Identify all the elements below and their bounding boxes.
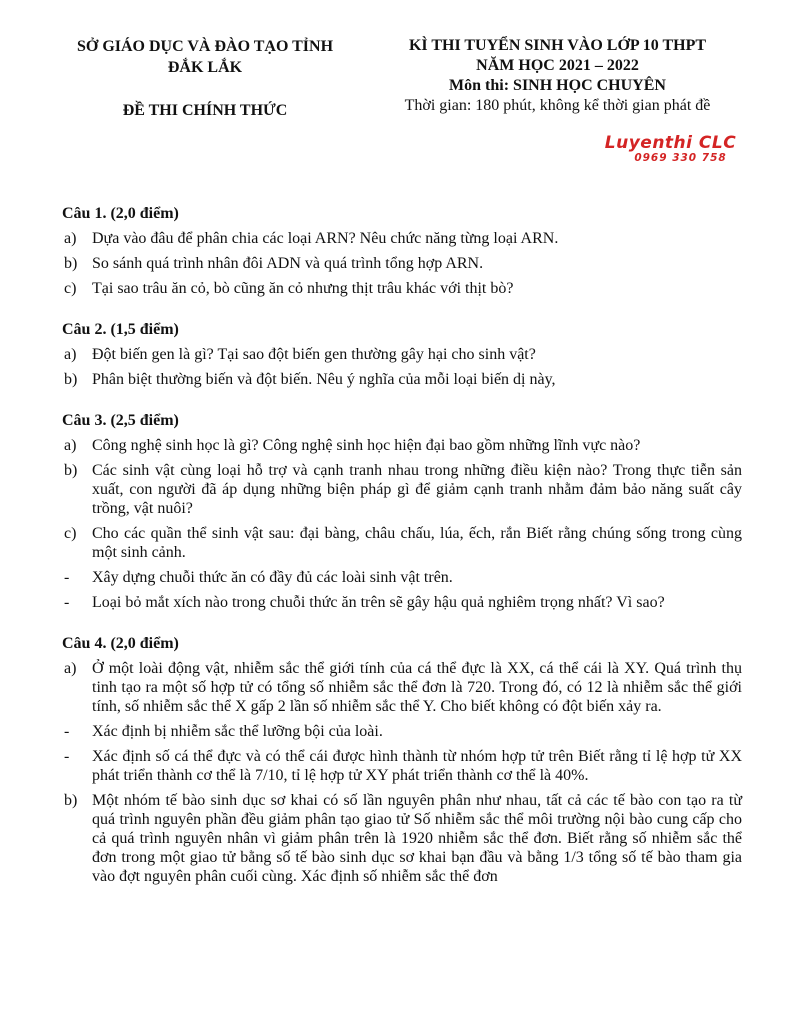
item-text: Ở một loài động vật, nhiễm sắc thể giới tính của cá thể đực là XX, cá thể cái là XY. Quá trình thụ tinh tạo ra một số hợp tử có tổng số nhiễm sắc thể đơn là 720. Trong đó, có 12 là nhiễm sắc thể giới tính, số nhiễm sắc thể X gấp 2 lần số nhiễm sắc thể Y. Cho biết không có đột biến xảy ra. bbox=[92, 660, 742, 715]
item-text: Các sinh vật cùng loại hỗ trợ và cạnh tranh nhau trong những điều kiện nào? Trong thực tiễn sản xuất, con người đã áp dụng những biện pháp gì để giảm cạnh tranh nhằm đảm bảo năng suất cây trồng, vật nuôi? bbox=[92, 462, 742, 517]
question-item bbox=[62, 722, 742, 741]
item-marker: b) bbox=[64, 462, 78, 479]
item-marker: - bbox=[64, 723, 70, 740]
item-marker: c) bbox=[64, 280, 77, 297]
brand-watermark bbox=[598, 134, 743, 164]
question-item bbox=[62, 254, 742, 273]
item-text: Xây dựng chuỗi thức ăn có đầy đủ các loài sinh vật trên. bbox=[92, 569, 453, 586]
time-allowed: Thời gian: 180 phút, không kể thời gian phát đề bbox=[404, 97, 711, 114]
item-text: Công nghệ sinh học là gì? Công nghệ sinh học hiện đại bao gồm những lĩnh vực nào? bbox=[92, 437, 641, 454]
item-text: So sánh quá trình nhân đôi ADN và quá trình tổng hợp ARN. bbox=[92, 255, 484, 272]
question-item bbox=[62, 659, 742, 716]
question-item bbox=[62, 461, 742, 518]
item-text: Cho các quần thể sinh vật sau: đại bàng, châu chấu, lúa, ếch, rắn Biết rằng chúng sống trong cùng một sinh cảnh. bbox=[92, 525, 742, 561]
question-item bbox=[62, 524, 742, 562]
exam-title: KÌ THI TUYỂN SINH VÀO LỚP 10 THPT bbox=[408, 37, 707, 54]
subject: Môn thi: SINH HỌC CHUYÊN bbox=[449, 77, 666, 94]
question-3 bbox=[62, 411, 742, 612]
question-4 bbox=[62, 634, 742, 886]
item-text: Tại sao trâu ăn cỏ, bò cũng ăn cỏ nhưng thịt trâu khác với thịt bò? bbox=[92, 280, 514, 297]
brand-phone: 0969 330 758 bbox=[634, 152, 727, 164]
school-year: NĂM HỌC 2021 – 2022 bbox=[476, 57, 639, 74]
question-item bbox=[62, 568, 742, 587]
question-item bbox=[62, 436, 742, 455]
item-marker: a) bbox=[64, 230, 77, 247]
header-left bbox=[55, 36, 355, 121]
item-marker: - bbox=[64, 594, 70, 611]
question-2 bbox=[62, 320, 742, 389]
item-text: Loại bỏ mắt xích nào trong chuỗi thức ăn trên sẽ gây hậu quả nghiêm trọng nhất? Vì sao? bbox=[92, 594, 665, 611]
official-exam-label: ĐỀ THI CHÍNH THỨC bbox=[122, 102, 288, 119]
question-item bbox=[62, 279, 742, 298]
department-line-2: ĐẮK LẮK bbox=[167, 59, 243, 76]
item-text: Đột biến gen là gì? Tại sao đột biến gen thường gây hại cho sinh vật? bbox=[92, 346, 536, 363]
brand-name: Luyenthi CLC bbox=[604, 133, 737, 153]
question-title: Câu 2. (1,5 điểm) bbox=[62, 321, 179, 338]
item-text: Dựa vào đâu để phân chia các loại ARN? Nêu chức năng từng loại ARN. bbox=[92, 230, 559, 247]
question-1 bbox=[62, 204, 742, 298]
item-marker: b) bbox=[64, 371, 78, 388]
item-marker: b) bbox=[64, 255, 78, 272]
item-marker: - bbox=[64, 748, 70, 765]
question-title: Câu 1. (2,0 điểm) bbox=[62, 205, 179, 222]
item-text: Một nhóm tế bào sinh dục sơ khai có số lần nguyên phân như nhau, tất cả các tế bào con tạo ra từ quá trình nguyên phần đều giảm phân tạo giao tử Số nhiễm sắc thể môi trường nội bào cung cấp cho cả quá trình nguyên nhân vì giảm phân trên là 1920 nhiễm sắc thể đơn. Biết rằng số nhiễm sắc thể đơn trong một giao tử bằng số tế bào sinh dục sơ khai bạn đầu và bằng 1/3 tổng số tế bào tham gia vào đợt nguyên phân cuối cùng. Xác định số nhiễm sắc thể đơn bbox=[92, 792, 742, 885]
question-item bbox=[62, 593, 742, 612]
item-marker: a) bbox=[64, 660, 77, 677]
item-marker: c) bbox=[64, 525, 77, 542]
question-title: Câu 3. (2,5 điểm) bbox=[62, 412, 179, 429]
item-text: Xác định số cá thể đực và có thể cái được hình thành từ nhóm hợp tử trên Biết rằng tỉ lệ hợp tử XX phát triển thành cơ thể là 7/10, tỉ lệ hợp tử XY phát triển thành cơ thể là 40%. bbox=[92, 748, 742, 784]
question-item bbox=[62, 345, 742, 364]
item-text: Phân biệt thường biến và đột biến. Nêu ý nghĩa của mỗi loại biến dị này, bbox=[92, 371, 556, 388]
item-marker: - bbox=[64, 569, 70, 586]
question-item bbox=[62, 229, 742, 248]
department-line-1: SỞ GIÁO DỤC VÀ ĐÀO TẠO TỈNH bbox=[76, 38, 334, 55]
question-item bbox=[62, 791, 742, 886]
question-item bbox=[62, 370, 742, 389]
item-marker: b) bbox=[64, 792, 78, 809]
header-right bbox=[385, 36, 730, 116]
item-marker: a) bbox=[64, 437, 77, 454]
item-text: Xác định bị nhiễm sắc thể lưỡng bội của loài. bbox=[92, 723, 383, 740]
question-item bbox=[62, 747, 742, 785]
question-list bbox=[62, 204, 742, 908]
item-marker: a) bbox=[64, 346, 77, 363]
question-title: Câu 4. (2,0 điểm) bbox=[62, 635, 179, 652]
